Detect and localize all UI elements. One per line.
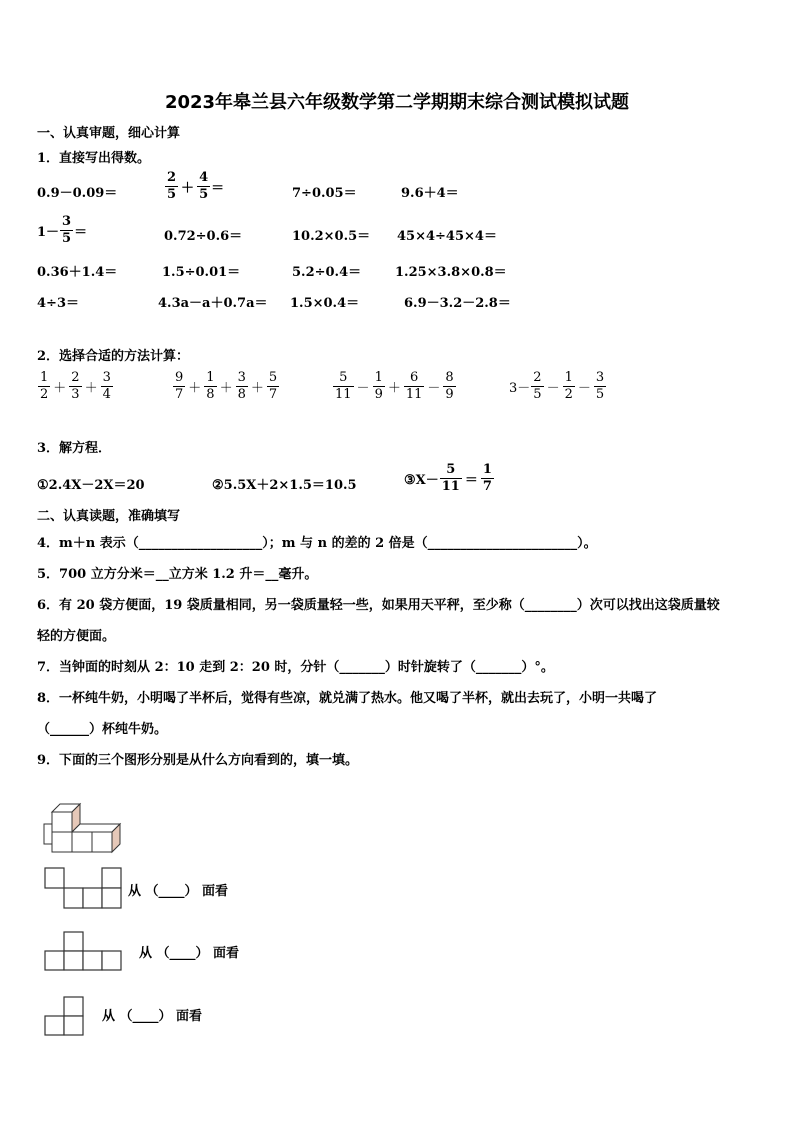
operator: － [356,381,370,396]
q1-r4-b: 4.3a－a＋0.7a＝ [158,296,268,311]
fraction: $\frac{2}{5}$ [533,370,542,402]
fraction: $\frac{6}{11}$ [405,370,423,402]
q1-r4-c: 1.5×0.4＝ [290,296,360,311]
operator: － [546,381,560,396]
q5: 5．700 立方分米＝__立方米 1.2 升＝__毫升。 [37,567,318,582]
q1-r1-b: $\frac{2}{5}$ ＋ $\frac{4}{5}$ ＝ [167,170,225,202]
view-figure-1 [45,868,125,910]
q8-line1: 8．一杯纯牛奶，小明喝了半杯后，觉得有些凉，就兑满了热水。他又喝了半杯，就出去玩了，小明一共喝了 [37,691,658,706]
operator: ＋ [84,381,98,396]
page-title: 2023年皋兰县六年级数学第二学期期末综合测试模拟试题 [164,92,630,113]
fraction: $\frac{1}{8}$ [206,370,215,402]
q2-expr-3 [332,370,457,403]
q6-line1: 6．有 20 袋方便面，19 袋质量相同，另一袋质量轻一些，如果用天平秤，至少称（________）次可以找出这袋质量较 [37,598,720,613]
view3-answer: 从 （____） 面看 [102,1009,203,1024]
q8-line2: （______）杯纯牛奶。 [37,722,168,737]
q1-r2-c: 10.2×0.5＝ [292,229,371,244]
fraction: $\frac{5}{7}$ [268,370,278,402]
q1-r4-d: 6.9－3.2－2.8＝ [404,296,511,311]
q1-r2-b: 0.72÷0.6＝ [164,229,243,244]
section2-heading: 二、认真读题，准确填写 [37,509,181,524]
operator: ＋ [250,381,264,396]
q2-expr-1 [37,370,114,403]
cube-solid-figure [40,800,130,845]
q1-r4-a: 4÷3＝ [37,296,79,311]
q7: 7．当钟面的时刻从 2：10 走到 2：20 时，分针（_______）时针旋转了（_______）°。 [37,660,554,675]
q3-eq2: ②5.5X＋2×1.5＝10.5 [212,478,357,493]
q9: 9．下面的三个图形分别是从什么方向看到的，填一填。 [37,753,359,768]
view1-answer: 从 （____） 面看 [128,884,229,899]
operator: ＋ [188,381,202,396]
q1-r3-b: 1.5÷0.01＝ [162,265,241,280]
fraction: $\frac{3}{5}$ [595,370,605,402]
fraction: $\frac{2}{3}$ [71,370,80,402]
fraction: $\frac{1}{2}$ [564,370,573,402]
q1-r1-c: 7÷0.05＝ [292,186,357,201]
q1-r3-d: 1.25×3.8×0.8＝ [395,265,507,280]
fraction: $\frac{3}{8}$ [237,370,246,402]
q1-r3-a: 0.36＋1.4＝ [37,265,118,280]
fraction: $\frac{3}{4}$ [102,370,111,402]
q2-label: 2．选择合适的方法计算： [37,349,190,364]
q2-expr-2 [172,370,280,403]
q4: 4．m＋n 表示（___________________）；m 与 n 的差的 2 倍是（_______________________）。 [37,536,597,551]
operator: ＋ [53,381,67,396]
fraction: $\frac{9}{7}$ [175,370,184,402]
section1-heading: 一、认真审题，细心计算 [37,126,181,141]
view2-answer: 从 （____） 面看 [139,946,240,961]
operator: ＋ [219,381,233,396]
q1-r1-d: 9.6＋4＝ [401,186,459,201]
q3-eq3: ③X－ $\frac{5}{11}$ ＝ $\frac{1}{7}$ [404,462,492,494]
q3-eq1: ①2.4X－2X＝20 [37,478,145,493]
q1-r1-a: 0.9－0.09＝ [37,186,118,201]
fraction: $\frac{1}{9}$ [374,370,383,402]
fraction: $\frac{8}{9}$ [445,370,454,402]
fraction: $\frac{5}{11}$ [335,370,352,402]
q1-label: 1．直接写出得数。 [37,151,151,166]
view-figure-3 [45,997,85,1039]
q2-expr-4: 3－ $\frac{2}{5}$ － $\frac{1}{2}$ － $\frac{3}{5}$ [509,370,605,402]
view-figure-2 [45,932,125,974]
operator: － [427,381,441,396]
q3-label: 3．解方程． [37,441,112,456]
q1-r2-a: 1－ $\frac{3}{5}$ ＝ [37,214,88,246]
operator: ＋ [387,381,401,396]
operator: － [577,381,591,396]
q1-r3-c: 5.2÷0.4＝ [292,265,362,280]
fraction: $\frac{1}{2}$ [40,370,49,402]
q1-r2-d: 45×4÷45×4＝ [397,229,497,244]
q6-line2: 轻的方便面。 [37,629,116,644]
